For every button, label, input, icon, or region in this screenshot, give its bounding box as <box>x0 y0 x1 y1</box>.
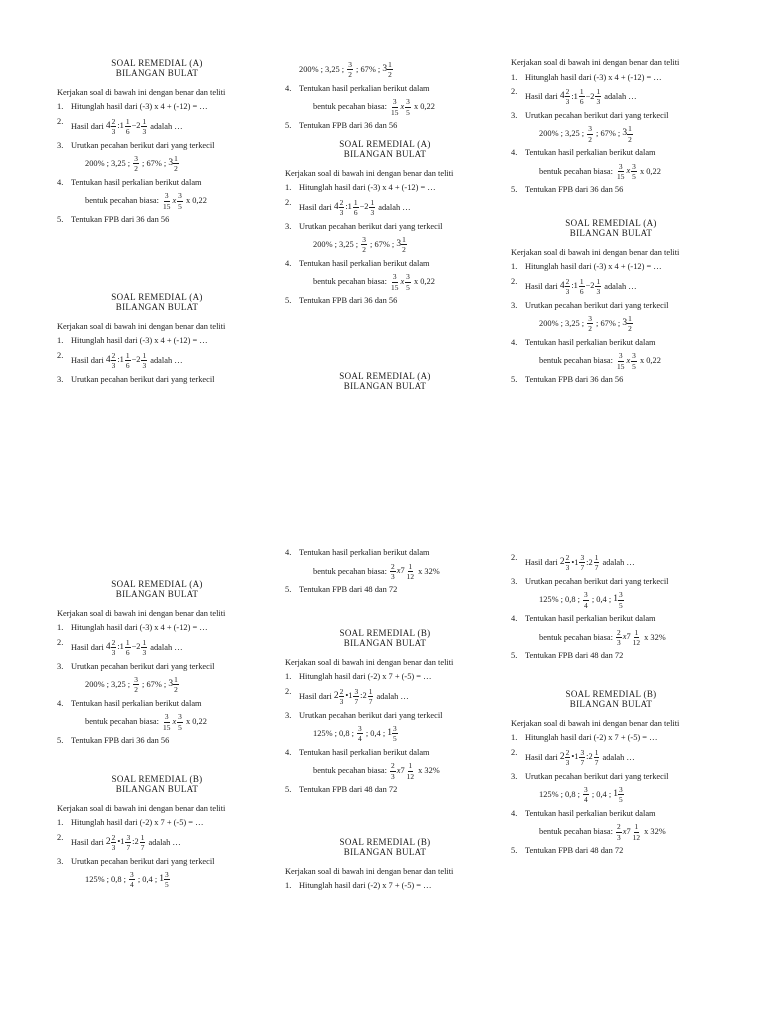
question-1: 1. Hitunglah hasil dari (-3) x 4 + (-12) = … <box>57 336 208 346</box>
question-5: 5. Tentukan FPB dari 48 dan 72 <box>511 846 624 856</box>
question-1: 1. Hitunglah hasil dari (-2) x 7 + (-5) = … <box>57 818 204 828</box>
worksheet-a-4 <box>285 371 485 401</box>
worksheet-a-2 <box>57 292 257 389</box>
title-line: BILANGAN BULAT <box>115 784 199 795</box>
math-expression: 2 $\frac{2}{3}$ •1 $\frac{3}{7}$ :2 $\frac{1}{7}$ <box>105 832 145 853</box>
title-line: BILANGAN BULAT <box>343 381 427 392</box>
title-line: SOAL REMEDIAL (A) <box>111 579 203 589</box>
question-list <box>285 672 485 795</box>
question-3: 3. Urutkan pecahan berikut dari yang terkecil 125% ; 0,8 ; $\frac{3}{4}$ ; 0,4 ; 1 $\frac{3}{5}$ <box>511 576 669 610</box>
question-2: 2. Hasil dari 4 $\frac{2}{3}$ :1 $\frac{1}{6}$ −2 $\frac{1}{3}$ adalah … <box>57 116 183 137</box>
question-1: 1. Hitunglah hasil dari (-3) x 4 + (-12) = … <box>511 262 662 272</box>
worksheet-title <box>285 371 485 392</box>
title-line: SOAL REMEDIAL (A) <box>339 371 431 381</box>
question-1: 1. Hitunglah hasil dari (-2) x 7 + (-5) = … <box>285 881 432 891</box>
worksheet-title <box>511 218 711 239</box>
title-line: SOAL REMEDIAL (B) <box>565 689 657 699</box>
math-expression: 4 $\frac{2}{3}$ :1 $\frac{1}{6}$ −2 $\frac{1}{3}$ <box>105 350 147 371</box>
math-expression: $\frac{3}{15}$ x $\frac{3}{5}$ <box>391 272 410 292</box>
title-line: SOAL REMEDIAL (A) <box>111 292 203 302</box>
worksheet-b-continuation-2 <box>511 553 711 666</box>
math-expression: $\frac{3}{15}$ x $\frac{3}{5}$ <box>617 161 636 182</box>
question-5: 5. Tentukan FPB dari 48 dan 72 <box>285 585 398 595</box>
question-1: 1. Hitunglah hasil dari (-3) x 4 + (-12) = … <box>57 623 208 633</box>
worksheet-b-1 <box>57 774 257 894</box>
question-2: 2. Hasil dari 4 $\frac{2}{3}$ :1 $\frac{1}{6}$ −2 $\frac{1}{3}$ adalah … <box>285 197 411 218</box>
title-line: BILANGAN BULAT <box>343 149 427 160</box>
question-1: 1. Hitunglah hasil dari (-2) x 7 + (-5) = … <box>511 733 658 743</box>
question-5: 5. Tentukan FPB dari 36 dan 56 <box>57 215 170 225</box>
instruction: Kerjakan soal di bawah ini dengan benar dan teliti <box>57 608 226 618</box>
title-line: SOAL REMEDIAL (B) <box>111 774 203 784</box>
worksheet-title <box>57 774 257 795</box>
question-list <box>285 183 485 306</box>
question-3: 3. Urutkan pecahan berikut dari yang terkecil 200% ; 3,25 ; $\frac{3}{2}$ ; 67% ; 3 $\frac{1}{2}$ <box>57 661 215 695</box>
instruction: Kerjakan soal di bawah ini dengan benar dan teliti <box>511 718 680 728</box>
title-line: SOAL REMEDIAL (A) <box>111 58 203 68</box>
title-line: BILANGAN BULAT <box>569 699 653 710</box>
question-list <box>511 733 711 856</box>
math-expression: $\frac{2}{3}$ x 7 $\frac{1}{12}$ <box>617 627 641 648</box>
instruction: Kerjakan soal di bawah ini dengan benar dan teliti <box>511 58 680 67</box>
instruction: Kerjakan soal di bawah ini dengan benar dan teliti <box>57 321 226 331</box>
title-line: BILANGAN BULAT <box>115 589 199 600</box>
math-expression: $\frac{3}{15}$ x $\frac{3}{5}$ <box>617 351 636 371</box>
math-expression: 4 $\frac{2}{3}$ :1 $\frac{1}{6}$ −2 $\frac{1}{3}$ <box>559 276 601 297</box>
math-expression: 4 $\frac{2}{3}$ :1 $\frac{1}{6}$ −2 $\frac{1}{3}$ <box>559 87 601 107</box>
question-4: 4. Tentukan hasil perkalian berikut dalam bentuk pecahan biasa: $\frac{3}{15}$ x $\frac{3}{5}$ x 0,22 <box>511 337 661 371</box>
question-list <box>285 548 485 596</box>
title-line: SOAL REMEDIAL (A) <box>339 139 431 149</box>
worksheet-title <box>285 139 485 160</box>
question-3: 3. Urutkan pecahan berikut dari yang terkecil 125% ; 0,8 ; $\frac{3}{4}$ ; 0,4 ; 1 $\frac{3}{5}$ <box>57 856 215 890</box>
question-list <box>511 73 711 196</box>
question-1: 1. Hitunglah hasil dari (-3) x 4 + (-12) = … <box>285 183 436 193</box>
math-expression: $\frac{3}{15}$ x $\frac{3}{5}$ <box>391 97 410 117</box>
worksheet-a-1 <box>57 58 257 230</box>
math-expression: $\frac{2}{3}$ x 7 $\frac{1}{12}$ <box>391 761 415 781</box>
question-4: 4. Tentukan hasil perkalian berikut dalam bentuk pecahan biasa: $\frac{3}{15}$ x $\frac{3}{5}$ x 0,22 <box>57 698 207 732</box>
instruction: Kerjakan soal di bawah ini dengan benar dan teliti <box>57 803 226 813</box>
question-list <box>57 818 257 890</box>
question-list <box>57 623 257 746</box>
question-2: 2. Hasil dari 4 $\frac{2}{3}$ :1 $\frac{1}{6}$ −2 $\frac{1}{3}$ adalah … <box>511 87 637 107</box>
question-2: 2. Hasil dari 4 $\frac{2}{3}$ :1 $\frac{1}{6}$ −2 $\frac{1}{3}$ adalah … <box>57 350 183 371</box>
question-4: 4. Tentukan hasil perkalian berikut dalam bentuk pecahan biasa: $\frac{2}{3}$ x 7 $\frac{1}{12}$ x 32% <box>511 614 666 648</box>
worksheet-b-2 <box>285 628 485 800</box>
question-list <box>57 336 257 385</box>
instruction: Kerjakan soal di bawah ini dengan benar dan teliti <box>285 866 454 876</box>
question-2: 2. Hasil dari 2 $\frac{2}{3}$ •1 $\frac{3}{7}$ :2 $\frac{1}{7}$ adalah … <box>511 553 635 573</box>
question-list <box>285 60 485 132</box>
worksheet-title <box>57 292 257 313</box>
question-list <box>511 262 711 385</box>
worksheet-b-continuation <box>285 548 485 600</box>
question-2: 2. Hasil dari 4 $\frac{2}{3}$ :1 $\frac{1}{6}$ −2 $\frac{1}{3}$ adalah … <box>511 276 637 297</box>
math-expression: $\frac{2}{3}$ x 7 $\frac{1}{12}$ <box>617 822 641 842</box>
worksheet-a-7 <box>57 579 257 751</box>
worksheet-title <box>57 58 257 79</box>
question-list <box>285 881 485 892</box>
question-4: 4. Tentukan hasil perkalian berikut dalam bentuk pecahan biasa: $\frac{2}{3}$ x 7 $\frac{1}{12}$ x 32% <box>285 747 440 781</box>
math-expression: $\frac{3}{15}$ x $\frac{3}{5}$ <box>163 712 182 732</box>
question-3: 3. Urutkan pecahan berikut dari yang terkecil <box>57 374 215 384</box>
question-4: 4. Tentukan hasil perkalian berikut dalam bentuk pecahan biasa: $\frac{3}{15}$ x $\frac{3}{5}$ x 0,22 <box>57 177 207 211</box>
question-3: 3. Urutkan pecahan berikut dari yang terkecil 200% ; 3,25 ; $\frac{3}{2}$ ; 67% ; 3 $\frac{1}{2}$ <box>511 300 669 334</box>
question-4: 4. Tentukan hasil perkalian berikut dalam bentuk pecahan biasa: $\frac{3}{15}$ x $\frac{3}{5}$ x 0,22 <box>285 258 435 292</box>
question-3-list: 200% ; 3,25 ; $\frac{3}{2}$ ; 67% ; 3 $\frac{1}{2}$ <box>299 60 392 80</box>
math-expression: $\frac{3}{15}$ x $\frac{3}{5}$ <box>163 191 182 211</box>
worksheet-title <box>285 628 485 649</box>
question-5: 5. Tentukan FPB dari 36 dan 56 <box>285 296 398 306</box>
worksheet-b-4 <box>511 689 711 861</box>
worksheet-title <box>511 689 711 710</box>
worksheet-a-3 <box>285 139 485 311</box>
question-1: 1. Hitunglah hasil dari (-2) x 7 + (-5) = … <box>285 672 432 682</box>
question-5: 5. Tentukan FPB dari 48 dan 72 <box>511 651 624 661</box>
question-5: 5. Tentukan FPB dari 36 dan 56 <box>285 121 398 131</box>
question-5: 5. Tentukan FPB dari 36 dan 56 <box>511 375 624 385</box>
title-line: BILANGAN BULAT <box>343 847 427 858</box>
math-expression: 2 $\frac{2}{3}$ •1 $\frac{3}{7}$ :2 $\frac{1}{7}$ <box>559 747 599 768</box>
worksheet-a-6 <box>511 218 711 390</box>
title-line: SOAL REMEDIAL (B) <box>339 628 431 638</box>
question-2: 2. Hasil dari 2 $\frac{2}{3}$ •1 $\frac{3}{7}$ :2 $\frac{1}{7}$ adalah … <box>511 747 635 768</box>
worksheet-title <box>285 837 485 858</box>
question-5: 5. Tentukan FPB dari 48 dan 72 <box>285 785 398 795</box>
title-line: BILANGAN BULAT <box>115 68 199 79</box>
question-3: 3. Urutkan pecahan berikut dari yang terkecil 200% ; 3,25 ; $\frac{3}{2}$ ; 67% ; 3 $\frac{1}{2}$ <box>285 221 443 255</box>
worksheet-a-5 <box>511 58 711 200</box>
math-expression: 2 $\frac{2}{3}$ •1 $\frac{3}{7}$ :2 $\frac{1}{7}$ <box>333 686 373 707</box>
title-line: BILANGAN BULAT <box>569 228 653 239</box>
question-2: 2. Hasil dari 2 $\frac{2}{3}$ •1 $\frac{3}{7}$ :2 $\frac{1}{7}$ adalah … <box>57 832 181 853</box>
math-expression: 2 $\frac{2}{3}$ •1 $\frac{3}{7}$ :2 $\frac{1}{7}$ <box>559 553 599 573</box>
instruction: Kerjakan soal di bawah ini dengan benar dan teliti <box>285 657 454 667</box>
title-line: SOAL REMEDIAL (A) <box>565 218 657 228</box>
question-4: 4. Tentukan hasil perkalian berikut dalam bentuk pecahan biasa: $\frac{3}{15}$ x $\frac{3}{5}$ x 0,22 <box>285 83 435 117</box>
question-list <box>511 553 711 662</box>
question-4: 4. Tentukan hasil perkalian berikut dalam bentuk pecahan biasa: $\frac{3}{15}$ x $\frac{3}{5}$ x 0,22 <box>511 148 661 182</box>
question-1: 1. Hitunglah hasil dari (-3) x 4 + (-12) = … <box>57 102 208 112</box>
question-list <box>57 102 257 225</box>
instruction: Kerjakan soal di bawah ini dengan benar dan teliti <box>511 247 680 257</box>
question-3: 3. Urutkan pecahan berikut dari yang terkecil 200% ; 3,25 ; $\frac{3}{2}$ ; 67% ; 3 $\frac{1}{2}$ <box>511 110 669 144</box>
question-3: 3. Urutkan pecahan berikut dari yang terkecil 200% ; 3,25 ; $\frac{3}{2}$ ; 67% ; 3 $\frac{1}{2}$ <box>57 140 215 174</box>
worksheet-b-3 <box>285 837 485 896</box>
question-5: 5. Tentukan FPB dari 36 dan 56 <box>511 185 624 195</box>
worksheet-a-continuation <box>285 60 485 136</box>
math-expression: $\frac{2}{3}$ x 7 $\frac{1}{12}$ <box>391 561 415 581</box>
question-5: 5. Tentukan FPB dari 36 dan 56 <box>57 736 170 746</box>
math-expression: 4 $\frac{2}{3}$ :1 $\frac{1}{6}$ −2 $\frac{1}{3}$ <box>105 637 147 658</box>
question-1: 1. Hitunglah hasil dari (-3) x 4 + (-12) = … <box>511 72 662 82</box>
question-2: 2. Hasil dari 4 $\frac{2}{3}$ :1 $\frac{1}{6}$ −2 $\frac{1}{3}$ adalah … <box>57 637 183 658</box>
question-3: 3. Urutkan pecahan berikut dari yang terkecil 125% ; 0,8 ; $\frac{3}{4}$ ; 0,4 ; 1 $\frac{3}{5}$ <box>285 710 443 744</box>
math-expression: 4 $\frac{2}{3}$ :1 $\frac{1}{6}$ −2 $\frac{1}{3}$ <box>105 116 147 137</box>
question-4: 4. Tentukan hasil perkalian berikut dalam bentuk pecahan biasa: $\frac{2}{3}$ x 7 $\frac{1}{12}$ x 32% <box>511 808 666 842</box>
question-4: 4. Tentukan hasil perkalian berikut dalam bentuk pecahan biasa: $\frac{2}{3}$ x 7 $\frac{1}{12}$ x 32% <box>285 548 440 581</box>
worksheet-title <box>57 579 257 600</box>
instruction: Kerjakan soal di bawah ini dengan benar dan teliti <box>285 168 454 178</box>
title-line: BILANGAN BULAT <box>115 302 199 313</box>
math-expression: 4 $\frac{2}{3}$ :1 $\frac{1}{6}$ −2 $\frac{1}{3}$ <box>333 197 375 218</box>
title-line: SOAL REMEDIAL (B) <box>339 837 431 847</box>
instruction: Kerjakan soal di bawah ini dengan benar dan teliti <box>57 87 226 97</box>
question-3: 3. Urutkan pecahan berikut dari yang terkecil 125% ; 0,8 ; $\frac{3}{4}$ ; 0,4 ; 1 $\frac{3}{5}$ <box>511 771 669 805</box>
title-line: BILANGAN BULAT <box>343 638 427 649</box>
question-2: 2. Hasil dari 2 $\frac{2}{3}$ •1 $\frac{3}{7}$ :2 $\frac{1}{7}$ adalah … <box>285 686 409 707</box>
